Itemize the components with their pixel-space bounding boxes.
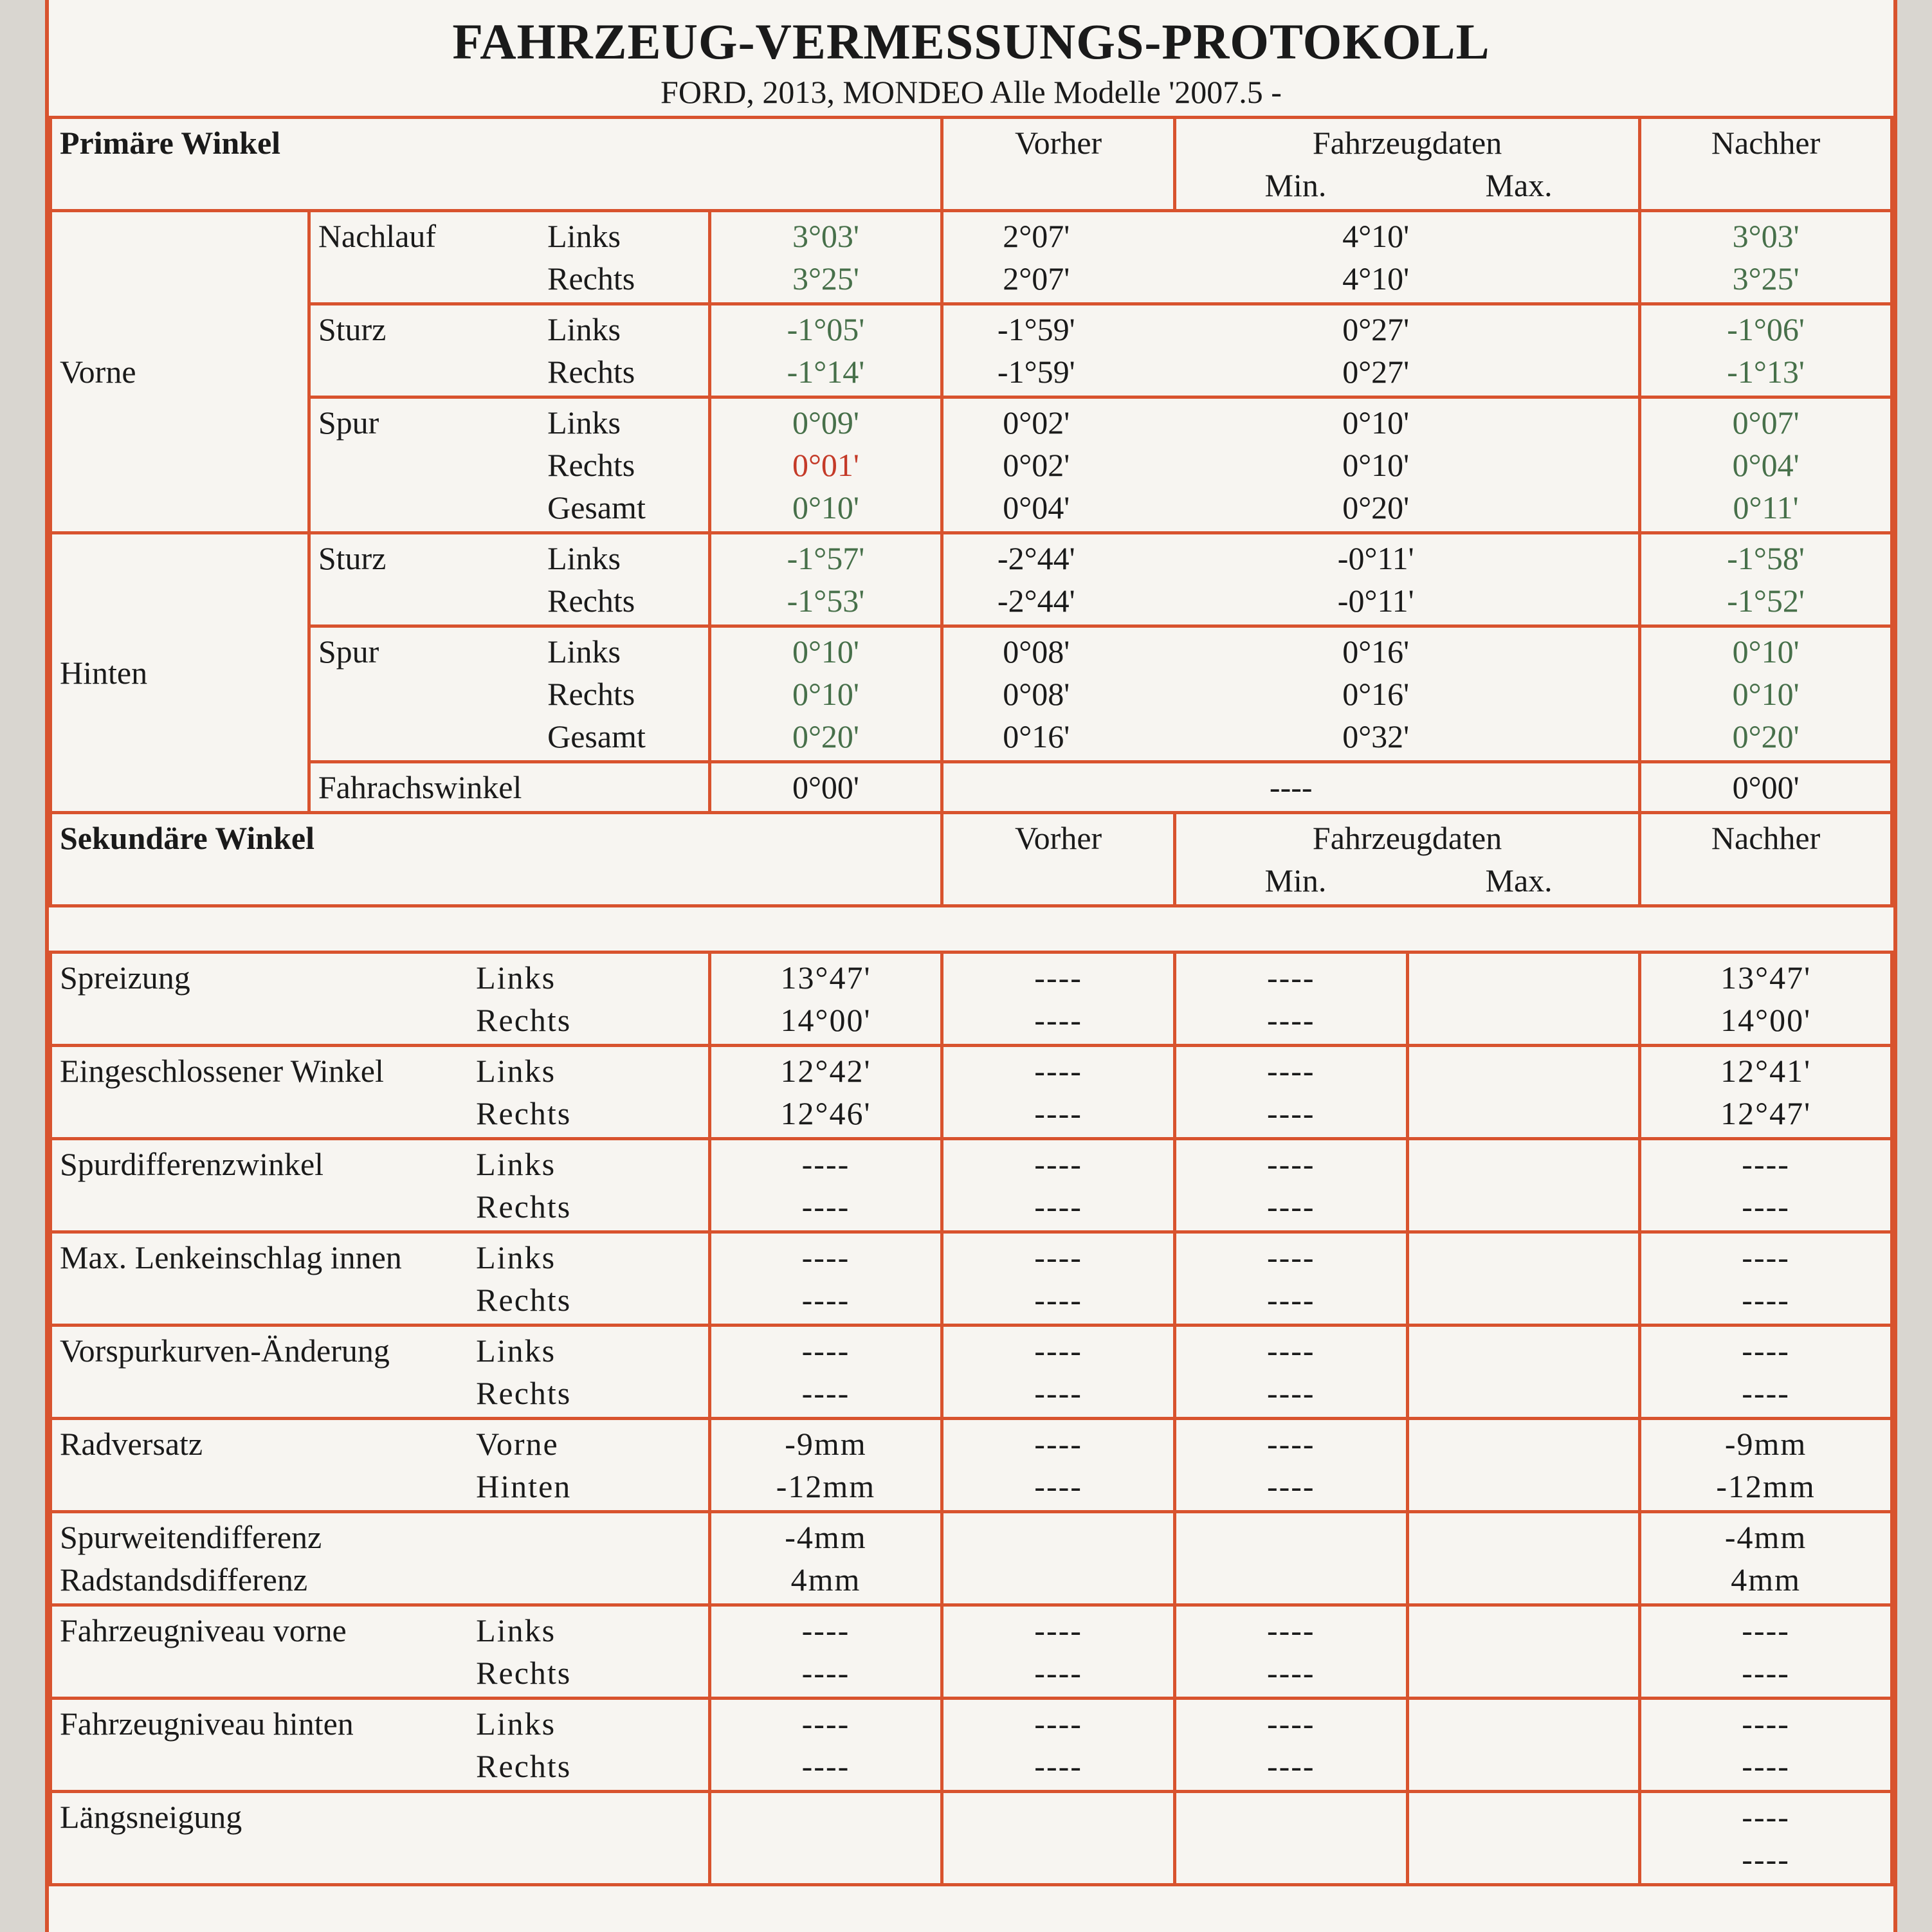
max-incl: ---- ---- xyxy=(1174,1046,1407,1139)
row-front-caster xyxy=(51,211,1892,304)
spec-front-toe: 0°02' 0°02' 0°04' 0°10' 0°10' 0°20' xyxy=(942,397,1640,533)
max-pitch xyxy=(1174,1792,1407,1885)
after-incl: 12°41' 12°47' xyxy=(1640,1046,1892,1139)
after-rear-toe: 0°10' 0°10' 0°20' xyxy=(1640,626,1892,762)
label-ride_r: Fahrzeugniveau hinten Links Rechts xyxy=(51,1699,710,1792)
secondary-table xyxy=(49,951,1893,1886)
max-toot: ---- ---- xyxy=(1174,1139,1407,1232)
vehicle-info: FORD, 2013, MONDEO Alle Modelle '2007.5 - xyxy=(661,74,1282,110)
after-front-toe: 0°07' 0°04' 0°11' xyxy=(1640,397,1892,533)
max-ride_r: ---- ---- xyxy=(1174,1699,1407,1792)
min-pitch xyxy=(942,1792,1175,1885)
max-toecurve: ---- ---- xyxy=(1174,1326,1407,1419)
before-ride_r: ---- ---- xyxy=(709,1699,942,1792)
row-incl xyxy=(51,1046,1892,1139)
group-rear: Hinten xyxy=(51,533,309,813)
after-caster: 3°03' 3°25' xyxy=(1640,211,1892,304)
max-ride_f: ---- ---- xyxy=(1174,1605,1407,1699)
spacer-pitch xyxy=(1407,1792,1640,1885)
before-sai: 13°47' 14°00' xyxy=(709,952,942,1046)
col-max: Max. xyxy=(1485,167,1553,203)
before-differences: -4mm 4mm xyxy=(709,1512,942,1605)
after-pitch: ---- ---- xyxy=(1640,1792,1892,1885)
after-thrust: 0°00' xyxy=(1640,762,1892,813)
before-toecurve: ---- ---- xyxy=(709,1326,942,1419)
min-incl: ---- ---- xyxy=(942,1046,1175,1139)
spacer-sai xyxy=(1407,952,1640,1046)
spacer-setback xyxy=(1407,1419,1640,1512)
row-toot xyxy=(51,1139,1892,1232)
min-ride_r: ---- ---- xyxy=(942,1699,1175,1792)
min-ride_f: ---- ---- xyxy=(942,1605,1175,1699)
min-setback: ---- ---- xyxy=(942,1419,1175,1512)
before-thrust: 0°00' xyxy=(709,762,942,813)
row-thrust-angle xyxy=(51,762,1892,813)
max-maxlock: ---- ---- xyxy=(1174,1232,1407,1326)
primary-header-row xyxy=(51,118,1892,211)
row-rear-toe xyxy=(51,626,1892,762)
before-ride_f: ---- ---- xyxy=(709,1605,942,1699)
spacer-incl xyxy=(1407,1046,1640,1139)
group-front: Vorne xyxy=(51,211,309,533)
after-differences: -4mm 4mm xyxy=(1640,1512,1892,1605)
before-toot: ---- ---- xyxy=(709,1139,942,1232)
before-front-toe: 0°09' 0°01' 0°10' xyxy=(709,397,942,533)
document-title: FAHRZEUG-VERMESSUNGS-PROTOKOLL xyxy=(452,14,1490,69)
label-caster: Nachlauf Links Rechts xyxy=(309,211,709,304)
after-toot: ---- ---- xyxy=(1640,1139,1892,1232)
header xyxy=(49,13,1893,111)
secondary-header-row xyxy=(51,813,1892,906)
label-sai: Spreizung Links Rechts xyxy=(51,952,710,1046)
spec-caster: 2°07' 2°07' 4°10' 4°10' xyxy=(942,211,1640,304)
after-rear-camber: -1°58' -1°52' xyxy=(1640,533,1892,626)
after-sai: 13°47' 14°00' xyxy=(1640,952,1892,1046)
label-pitch: Längsneigung xyxy=(51,1792,710,1885)
label-rear-toe: Spur Links Rechts Gesamt xyxy=(309,626,709,762)
min-differences xyxy=(942,1512,1175,1605)
after-ride_r: ---- ---- xyxy=(1640,1699,1892,1792)
min-sai: ---- ---- xyxy=(942,952,1175,1046)
label-ride_f: Fahrzeugniveau vorne Links Rechts xyxy=(51,1605,710,1699)
min-maxlock: ---- ---- xyxy=(942,1232,1175,1326)
before-incl: 12°42' 12°46' xyxy=(709,1046,942,1139)
protocol-sheet xyxy=(45,0,1897,1932)
spec-rear-toe: 0°08' 0°08' 0°16' 0°16' 0°16' 0°32' xyxy=(942,626,1640,762)
label-setback: Radversatz Vorne Hinten xyxy=(51,1419,710,1512)
spacer-ride_r xyxy=(1407,1699,1640,1792)
row-ride_r xyxy=(51,1699,1892,1792)
after-ride_f: ---- ---- xyxy=(1640,1605,1892,1699)
spacer-ride_f xyxy=(1407,1605,1640,1699)
before-caster: 3°03' 3°25' xyxy=(709,211,942,304)
spacer-differences xyxy=(1407,1512,1640,1605)
before-front-camber: -1°05' -1°14' xyxy=(709,304,942,397)
min-toot: ---- ---- xyxy=(942,1139,1175,1232)
row-differences xyxy=(51,1512,1892,1605)
before-rear-toe: 0°10' 0°10' 0°20' xyxy=(709,626,942,762)
label-differences: Spurweitendifferenz Radstandsdifferenz xyxy=(51,1512,710,1605)
spacer-maxlock xyxy=(1407,1232,1640,1326)
before-rear-camber: -1°57' -1°53' xyxy=(709,533,942,626)
alignment-table xyxy=(49,116,1893,907)
label-rear-camber: Sturz Links Rechts xyxy=(309,533,709,626)
spacer-toecurve xyxy=(1407,1326,1640,1419)
col-spec: Fahrzeugdaten Min. Max. xyxy=(1174,118,1639,211)
col-min: Min. xyxy=(1264,167,1327,203)
max-sai: ---- ---- xyxy=(1174,952,1407,1046)
col-after: Nachher xyxy=(1640,118,1892,211)
primary-title: Primäre Winkel xyxy=(51,118,942,211)
label-toot: Spurdifferenzwinkel Links Rechts xyxy=(51,1139,710,1232)
row-rear-camber xyxy=(51,533,1892,626)
label-incl: Eingeschlossener Winkel Links Rechts xyxy=(51,1046,710,1139)
label-front-toe: Spur Links Rechts Gesamt xyxy=(309,397,709,533)
before-setback: -9mm -12mm xyxy=(709,1419,942,1512)
before-maxlock: ---- ---- xyxy=(709,1232,942,1326)
row-sai xyxy=(51,952,1892,1046)
after-front-camber: -1°06' -1°13' xyxy=(1640,304,1892,397)
row-setback xyxy=(51,1419,1892,1512)
row-front-toe xyxy=(51,397,1892,533)
after-maxlock: ---- ---- xyxy=(1640,1232,1892,1326)
col-spec-2: Fahrzeugdaten Min. Max. xyxy=(1174,813,1639,906)
min-toecurve: ---- ---- xyxy=(942,1326,1175,1419)
label-maxlock: Max. Lenkeinschlag innen Links Rechts xyxy=(51,1232,710,1326)
row-pitch xyxy=(51,1792,1892,1885)
col-before-2: Vorher xyxy=(942,813,1175,906)
spec-thrust: ---- xyxy=(942,762,1640,813)
spec-rear-camber: -2°44' -2°44' -0°11' -0°11' xyxy=(942,533,1640,626)
after-setback: -9mm -12mm xyxy=(1640,1419,1892,1512)
row-front-camber xyxy=(51,304,1892,397)
row-toecurve xyxy=(51,1326,1892,1419)
max-differences xyxy=(1174,1512,1407,1605)
label-thrust: Fahrachswinkel xyxy=(309,762,709,813)
before-pitch xyxy=(709,1792,942,1885)
secondary-title: Sekundäre Winkel xyxy=(51,813,942,906)
row-ride_f xyxy=(51,1605,1892,1699)
col-before: Vorher xyxy=(942,118,1175,211)
row-maxlock xyxy=(51,1232,1892,1326)
label-front-camber: Sturz Links Rechts xyxy=(309,304,709,397)
col-after-2: Nachher xyxy=(1640,813,1892,906)
spacer-toot xyxy=(1407,1139,1640,1232)
spec-front-camber: -1°59' -1°59' 0°27' 0°27' xyxy=(942,304,1640,397)
label-toecurve: Vorspurkurven-Änderung Links Rechts xyxy=(51,1326,710,1419)
after-toecurve: ---- ---- xyxy=(1640,1326,1892,1419)
max-setback: ---- ---- xyxy=(1174,1419,1407,1512)
